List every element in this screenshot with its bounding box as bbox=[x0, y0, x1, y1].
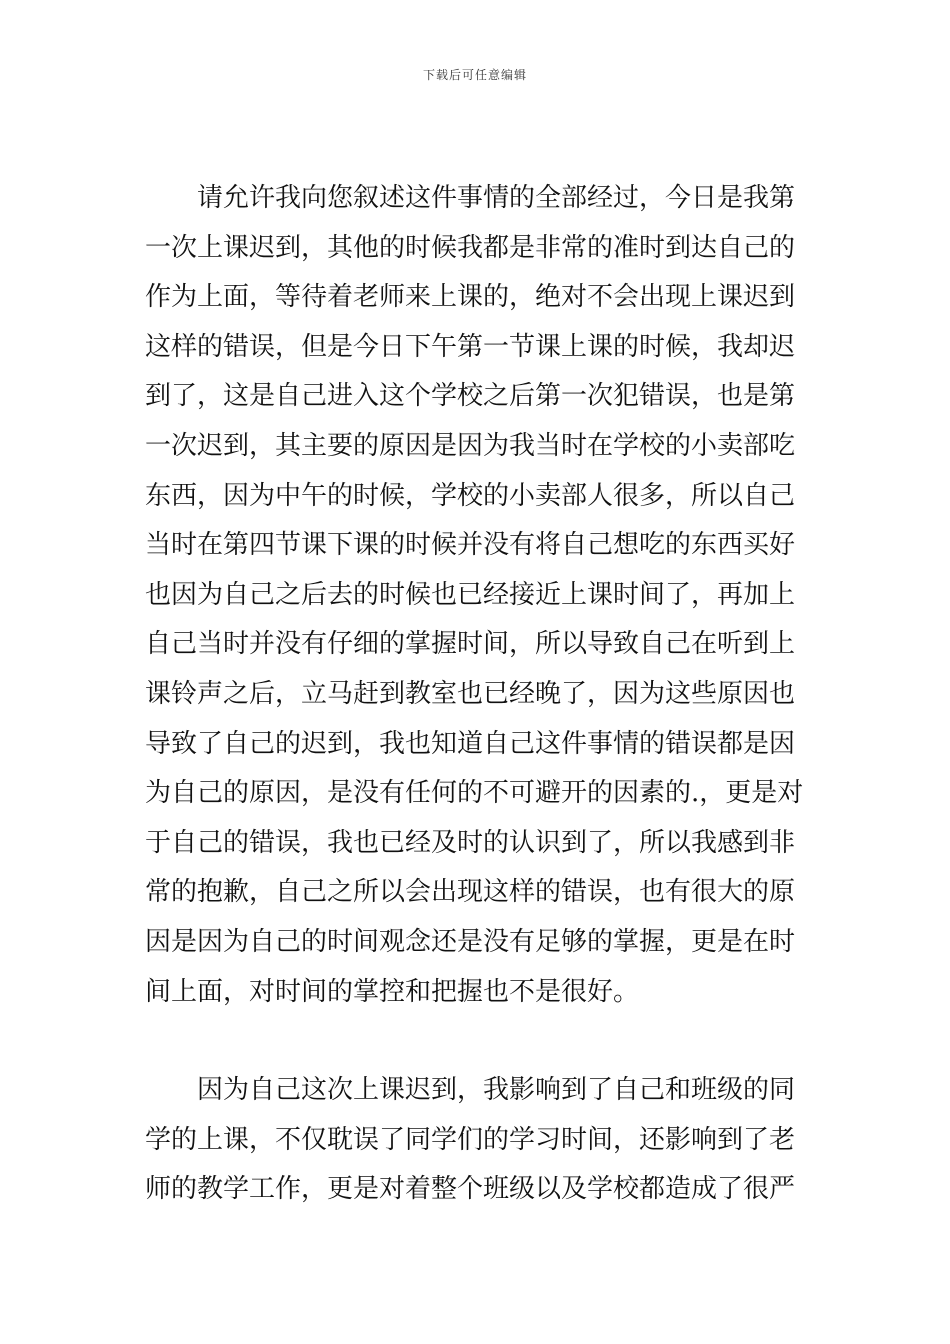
paragraph-line: 学的上课，不仅耽误了同学们的学习时间，还影响到了老 bbox=[145, 1124, 796, 1155]
paragraph-line: 导致了自己的迟到，我也知道自己这件事情的错误都是因 bbox=[145, 728, 796, 759]
paragraph-line: 因为自己这次上课迟到，我影响到了自己和班级的同 bbox=[197, 1075, 796, 1106]
paragraph-line: 这样的错误，但是今日下午第一节课上课的时候，我却迟 bbox=[145, 331, 796, 362]
paragraph-line: 请允许我向您叙述这件事情的全部经过，今日是我第 bbox=[197, 183, 796, 213]
paragraph-2 bbox=[145, 1066, 813, 1215]
paragraph-line: 一次上课迟到，其他的时候我都是非常的准时到达自己的 bbox=[145, 232, 796, 263]
paragraph-1 bbox=[145, 174, 813, 1017]
paragraph-line: 作为上面，等待着老师来上课的，绝对不会出现上课迟到 bbox=[145, 282, 796, 313]
paragraph-line: 到了，这是自己进入这个学校之后第一次犯错误，也是第 bbox=[145, 381, 796, 412]
paragraph-line: 一次迟到，其主要的原因是因为我当时在学校的小卖部吃 bbox=[145, 430, 796, 461]
paragraph-line: 于自己的错误，我也已经及时的认识到了，所以我感到非 bbox=[145, 827, 796, 858]
paragraph-spacer bbox=[145, 1017, 813, 1066]
page-header: 下载后可任意编辑 bbox=[422, 68, 527, 82]
paragraph-line: 也因为自己之后去的时候也已经接近上课时间了，再加上 bbox=[145, 579, 796, 610]
paragraph-line: 因是因为自己的时间观念还是没有足够的掌握，更是在时 bbox=[145, 926, 796, 957]
paragraph-line: 常的抱歉，自己之所以会出现这样的错误，也有很大的原 bbox=[145, 877, 796, 908]
paragraph-line: 东西，因为中午的时候，学校的小卖部人很多，所以自己 bbox=[145, 480, 796, 511]
paragraph-line: 课铃声之后，立马赶到教室也已经晚了，因为这些原因也 bbox=[145, 678, 796, 709]
paragraph-line: 为自己的原因，是没有任何的不可避开的因素的.，更是对 bbox=[145, 778, 804, 809]
paragraph-line: 间上面，对时间的掌控和把握也不是很好。 bbox=[145, 976, 640, 1007]
document-body bbox=[145, 174, 813, 1215]
paragraph-line: 自己当时并没有仔细的掌握时间，所以导致自己在听到上 bbox=[145, 629, 796, 660]
paragraph-line: 当时在第四节课下课的时候并没有将自己想吃的东西买好 bbox=[145, 530, 796, 561]
paragraph-line: 师的教学工作，更是对着整个班级以及学校都造成了很严 bbox=[145, 1174, 796, 1205]
